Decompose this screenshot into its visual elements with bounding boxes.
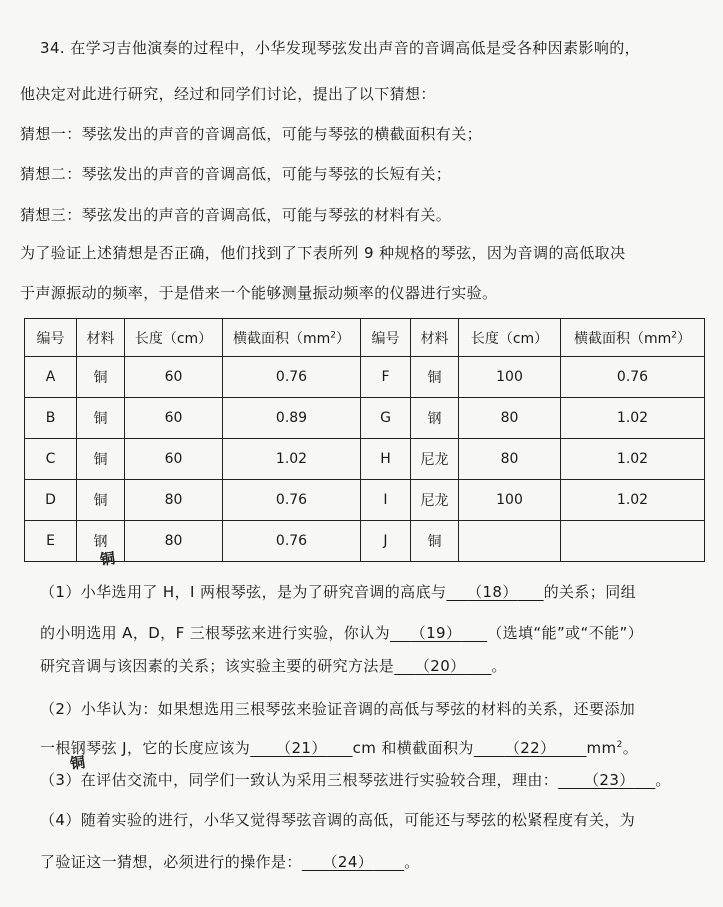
string-spec-table: [24, 318, 705, 562]
table-cell: 铜: [77, 357, 125, 398]
question-2-line-1: （2）小华认为：如果想选用三根琴弦来验证音调的高低与琴弦的材料的关系，还要添加: [40, 700, 636, 718]
table-cell: 钢: [77, 521, 125, 562]
header-cell: 横截面积$(mm^2)$: [561, 319, 705, 357]
question-4-line-2: 了验证这一猜想，必须进行的操作是： （24） 。: [40, 853, 420, 871]
table-row: [25, 357, 705, 398]
table-cell: E: [25, 521, 77, 562]
table-cell: J: [361, 521, 411, 562]
answer-blank-18[interactable]: （18）: [467, 583, 518, 601]
table-cell: 80: [125, 480, 223, 521]
table-cell: B: [25, 398, 77, 439]
answer-blank-23[interactable]: （23）: [584, 771, 635, 789]
table-cell: 铜: [411, 521, 459, 562]
table-cell: I: [361, 480, 411, 521]
table-cell: A: [25, 357, 77, 398]
table-cell: F: [361, 357, 411, 398]
answer-blank-22[interactable]: （22）: [504, 739, 556, 757]
handwritten-correction: 铜: [68, 753, 87, 773]
table-cell: C: [25, 439, 77, 480]
question-2-line-2: 一根钢琴弦 J，它的长度应该为 （21） cm 和横截面积为 （22） $mm^2$。: [40, 739, 639, 757]
header-cell: 编号: [361, 319, 411, 357]
answer-blank-19[interactable]: （19）: [410, 624, 462, 642]
table-cell: 80: [459, 398, 561, 439]
table-cell: 60: [125, 357, 223, 398]
intro-line: 于声源振动的频率，于是借来一个能够测量振动频率的仪器进行实验。: [20, 284, 498, 302]
table-cell: 60: [125, 439, 223, 480]
header-cell: 编号: [25, 319, 77, 357]
table-cell: H: [361, 439, 411, 480]
header-cell: 横截面积$(mm^2)$: [223, 319, 361, 357]
header-cell: 材料: [77, 319, 125, 357]
question-title: 34. 在学习吉他演奏的过程中，小华发现琴弦发出声音的音调高低是受各种因素影响的，: [40, 39, 641, 57]
intro-line: 他决定对此进行研究，经过和同学们讨论，提出了以下猜想：: [20, 85, 436, 103]
table-cell: 0.76: [561, 357, 705, 398]
table-cell: 铜: [411, 357, 459, 398]
table-row: [25, 521, 705, 562]
table-cell: 0.76: [223, 521, 361, 562]
question-1-line-3: 研究音调与该因素的关系；该实验主要的研究方法是 （20） 。: [40, 657, 507, 675]
table-cell: 0.76: [223, 480, 361, 521]
question-1-line-1: （1）小华选用了 H，I 两根琴弦，是为了研究音调的高底与 （18） 的关系；同组: [40, 583, 637, 601]
answer-blank-24[interactable]: （24）: [322, 853, 374, 871]
hypothesis-3: 猜想三：琴弦发出的声音的音调高低，可能与琴弦的材料有关。: [20, 206, 452, 224]
table-cell: 60: [125, 398, 223, 439]
handwritten-correction: 铜: [98, 549, 117, 569]
table-cell: G: [361, 398, 411, 439]
answer-blank-20[interactable]: （20）: [414, 657, 466, 675]
header-cell: 长度（cm）: [125, 319, 223, 357]
table-header-row: [25, 319, 705, 357]
hypothesis-2: 猜想二：琴弦发出的声音的音调高低，可能与琴弦的长短有关；: [20, 165, 452, 183]
table-cell: 1.02: [561, 439, 705, 480]
table-cell: 铜: [77, 480, 125, 521]
answer-blank-21[interactable]: （21）: [276, 739, 327, 757]
table-cell: 1.02: [223, 439, 361, 480]
question-1-line-2: 的小明选用 A，D，F 三根琴弦来进行实验，你认为 （19） （选填“能”或“不能”）: [40, 624, 644, 642]
table-cell: 尼龙: [411, 439, 459, 480]
table-cell: D: [25, 480, 77, 521]
table-cell: 80: [459, 439, 561, 480]
table-row: [25, 439, 705, 480]
table-row: [25, 398, 705, 439]
table-cell: 钢: [411, 398, 459, 439]
hypothesis-1: 猜想一：琴弦发出的声音的音调高低，可能与琴弦的横截面积有关；: [20, 125, 483, 143]
table-cell: 尼龙: [411, 480, 459, 521]
table-cell: [561, 521, 705, 562]
header-cell: 材料: [411, 319, 459, 357]
table-cell: 1.02: [561, 480, 705, 521]
table-cell: [459, 521, 561, 562]
intro-line: 为了验证上述猜想是否正确，他们找到了下表所列 9 种规格的琴弦，因为音调的高低取决: [20, 244, 626, 262]
table-cell: 0.89: [223, 398, 361, 439]
table-cell: 100: [459, 480, 561, 521]
table-cell: 铜: [77, 398, 125, 439]
table-cell: 0.76: [223, 357, 361, 398]
table-cell: 100: [459, 357, 561, 398]
question-4-line-1: （4）随着实验的进行，小华又觉得琴弦音调的高低，可能还与琴弦的松紧程度有关，为: [40, 811, 636, 829]
table-cell: 80: [125, 521, 223, 562]
header-cell: 长度（cm）: [459, 319, 561, 357]
question-3-line: （3）在评估交流中，同学们一致认为采用三根琴弦进行实验较合理，理由： （23） 。: [40, 771, 671, 789]
table-row: [25, 480, 705, 521]
table-cell: 1.02: [561, 398, 705, 439]
table-cell: 铜: [77, 439, 125, 480]
